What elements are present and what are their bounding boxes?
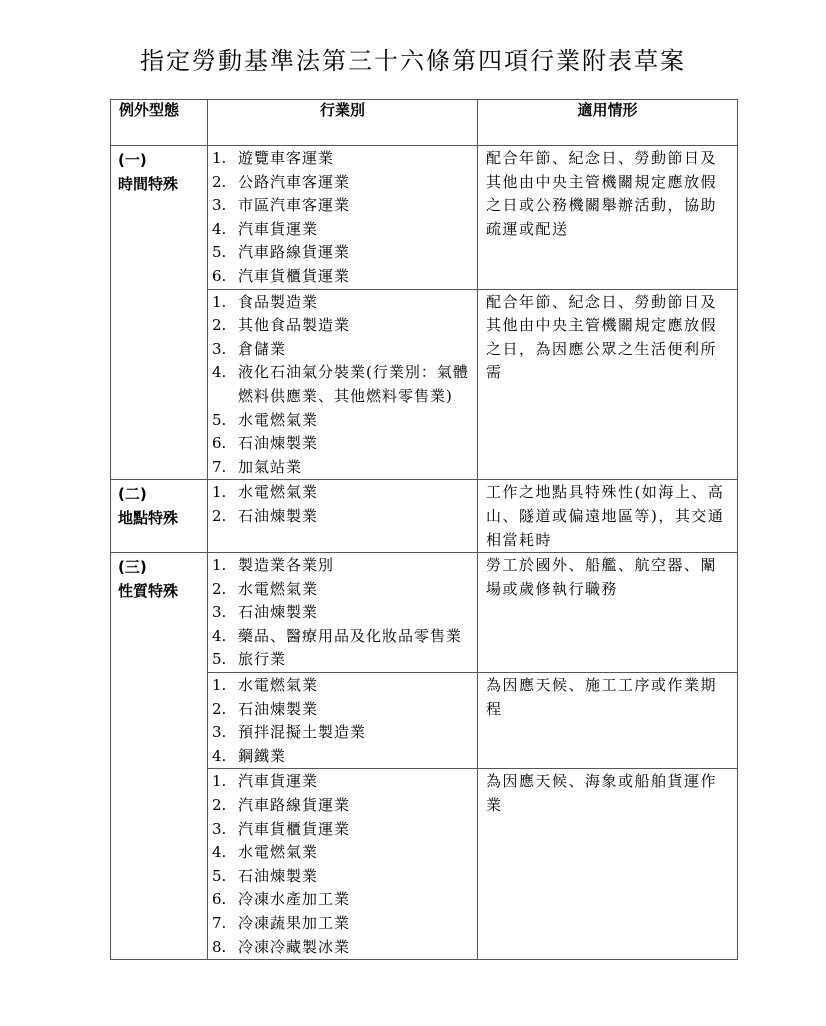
list-item (212, 794, 475, 818)
list-item (212, 361, 475, 408)
industry-name: 水電燃氣業 (238, 410, 319, 429)
situation-cell: 配合年節、紀念日、勞動節日及其他由中央主管機關規定應放假之日或公務機關舉辦活動，協助疏運或配送 (478, 146, 738, 290)
industry-name: 遊覽車客運業 (238, 149, 335, 167)
industry-list (208, 673, 477, 768)
category-name: 時間特殊 (118, 175, 179, 193)
industry-name: 旅行業 (238, 650, 287, 669)
list-item (212, 601, 475, 625)
list-item-number: 7. (212, 914, 227, 932)
list-item-number: 6. (212, 434, 227, 453)
industry-name: 冷凍冷藏製冰業 (238, 937, 351, 956)
industry-name: 石油煉製業 (238, 506, 319, 525)
industry-name: 汽車路線貨運業 (238, 243, 351, 262)
industry-name: 冷凍蔬果加工業 (238, 914, 351, 932)
exception-type-cell (111, 553, 208, 960)
industry-name: 市區汽車客運業 (238, 196, 351, 215)
industry-cell (208, 146, 478, 290)
list-item (212, 841, 475, 865)
list-item (212, 456, 475, 480)
list-item-number: 1. (212, 292, 227, 311)
list-item-number: 5. (212, 243, 227, 262)
list-item (212, 314, 475, 338)
list-item (212, 432, 475, 456)
industry-name: 水電燃氣業 (238, 676, 319, 695)
list-item (212, 770, 475, 794)
document-title: 指定勞動基準法第三十六條第四項行業附表草案 (140, 47, 686, 75)
list-item (212, 241, 475, 265)
list-item (212, 936, 475, 960)
table-body (111, 100, 738, 960)
list-item-number: 4. (212, 363, 227, 382)
list-item (212, 218, 475, 242)
list-item-number: 1. (212, 483, 227, 502)
list-item-number: 2. (212, 579, 227, 598)
industry-name: 汽車貨運業 (238, 772, 319, 791)
industry-table (110, 99, 738, 960)
list-item-number: 4. (212, 746, 227, 765)
category-number: (一) (118, 151, 147, 169)
list-item (212, 698, 475, 722)
list-item-number: 5. (212, 866, 227, 885)
industry-name: 石油煉製業 (238, 699, 319, 718)
industry-name: 液化石油氣分裝業(行業別：氣體燃料供應業、其他燃料零售業) (238, 363, 469, 405)
list-item-number: 1. (212, 772, 227, 791)
industry-name: 石油煉製業 (238, 866, 319, 885)
list-item-number: 3. (212, 196, 227, 215)
header-industry: 行業別 (208, 100, 478, 146)
list-item (212, 721, 475, 745)
industry-name: 公路汽車客運業 (238, 172, 351, 191)
industry-list (208, 480, 477, 528)
list-item-number: 4. (212, 843, 227, 862)
list-item-number: 2. (212, 699, 227, 718)
list-item (212, 409, 475, 433)
list-item-number: 3. (212, 723, 227, 742)
list-item-number: 1. (212, 556, 227, 575)
category-number: (三) (118, 558, 147, 577)
industry-name: 汽車貨櫃貨運業 (238, 266, 351, 285)
list-item (212, 818, 475, 842)
list-item-number: 1. (212, 676, 227, 695)
list-item (212, 625, 475, 649)
industry-name: 水電燃氣業 (238, 579, 319, 598)
list-item (212, 674, 475, 698)
list-item (212, 578, 475, 602)
category-name: 性質特殊 (118, 582, 179, 601)
industry-cell (208, 289, 478, 480)
situation-cell: 勞工於國外、船艦、航空器、闈場或歲修執行職務 (478, 553, 738, 673)
industry-cell (208, 480, 478, 553)
industry-list (208, 290, 477, 480)
list-item-number: 3. (212, 819, 227, 838)
industry-cell (208, 673, 478, 769)
list-item-number: 3. (212, 603, 227, 622)
list-item (212, 147, 475, 171)
industry-list (208, 553, 477, 672)
industry-list (208, 146, 477, 289)
list-item-number: 4. (212, 626, 227, 645)
industry-name: 石油煉製業 (238, 434, 319, 453)
industry-name: 水電燃氣業 (238, 843, 319, 862)
header-exception-type: 例外型態 (111, 100, 208, 146)
list-item-number: 3. (212, 339, 227, 358)
industry-name: 製造業各業別 (238, 556, 335, 575)
list-item (212, 745, 475, 769)
header-situation: 適用情形 (478, 100, 738, 146)
industry-name: 冷凍水產加工業 (238, 890, 351, 909)
industry-name: 鋼鐵業 (238, 746, 287, 765)
list-item-number: 8. (212, 937, 227, 956)
list-item (212, 505, 475, 529)
list-item (212, 265, 475, 289)
list-item-number: 2. (212, 172, 227, 191)
industry-name: 藥品、醫療用品及化妝品零售業 (238, 626, 463, 645)
table-header-row (111, 100, 738, 146)
list-item-number: 7. (212, 457, 227, 476)
exception-type-cell (111, 480, 208, 553)
list-item (212, 194, 475, 218)
list-item-number: 4. (212, 219, 227, 238)
table-row (111, 553, 738, 673)
exception-type-cell (111, 146, 208, 480)
situation-cell: 工作之地點具特殊性(如海上、高山、隧道或偏遠地區等)，其交通相當耗時 (478, 480, 738, 553)
situation-cell: 為因應天候、施工工序或作業期程 (478, 673, 738, 769)
list-item (212, 554, 475, 578)
industry-name: 汽車路線貨運業 (238, 796, 351, 815)
table-row (111, 480, 738, 553)
industry-name: 其他食品製造業 (238, 316, 351, 335)
list-item-number: 1. (212, 149, 227, 167)
industry-name: 水電燃氣業 (238, 483, 319, 502)
list-item-number: 2. (212, 506, 227, 525)
list-item (212, 888, 475, 912)
industry-name: 預拌混擬土製造業 (238, 723, 367, 742)
list-item (212, 912, 475, 936)
list-item (212, 648, 475, 672)
industry-cell (208, 553, 478, 673)
list-item (212, 291, 475, 315)
industry-name: 加氣站業 (238, 457, 303, 476)
list-item-number: 2. (212, 316, 227, 335)
list-item (212, 171, 475, 195)
list-item-number: 5. (212, 410, 227, 429)
industry-name: 食品製造業 (238, 292, 319, 311)
list-item (212, 865, 475, 889)
industry-list (208, 769, 477, 959)
industry-name: 汽車貨櫃貨運業 (238, 819, 351, 838)
situation-cell: 為因應天候、海象或船舶貨運作業 (478, 769, 738, 960)
situation-cell: 配合年節、紀念日、勞動節日及其他由中央主管機關規定應放假之日，為因應公眾之生活便利所需 (478, 289, 738, 480)
list-item-number: 6. (212, 890, 227, 909)
list-item (212, 481, 475, 505)
list-item-number: 2. (212, 796, 227, 815)
industry-name: 石油煉製業 (238, 603, 319, 622)
table-row (111, 146, 738, 290)
category-number: (二) (118, 485, 147, 504)
list-item (212, 338, 475, 362)
industry-cell (208, 769, 478, 960)
industry-name: 汽車貨運業 (238, 219, 319, 238)
list-item-number: 5. (212, 650, 227, 669)
category-name: 地點特殊 (118, 509, 179, 528)
industry-name: 倉儲業 (238, 339, 287, 358)
list-item-number: 6. (212, 266, 227, 285)
